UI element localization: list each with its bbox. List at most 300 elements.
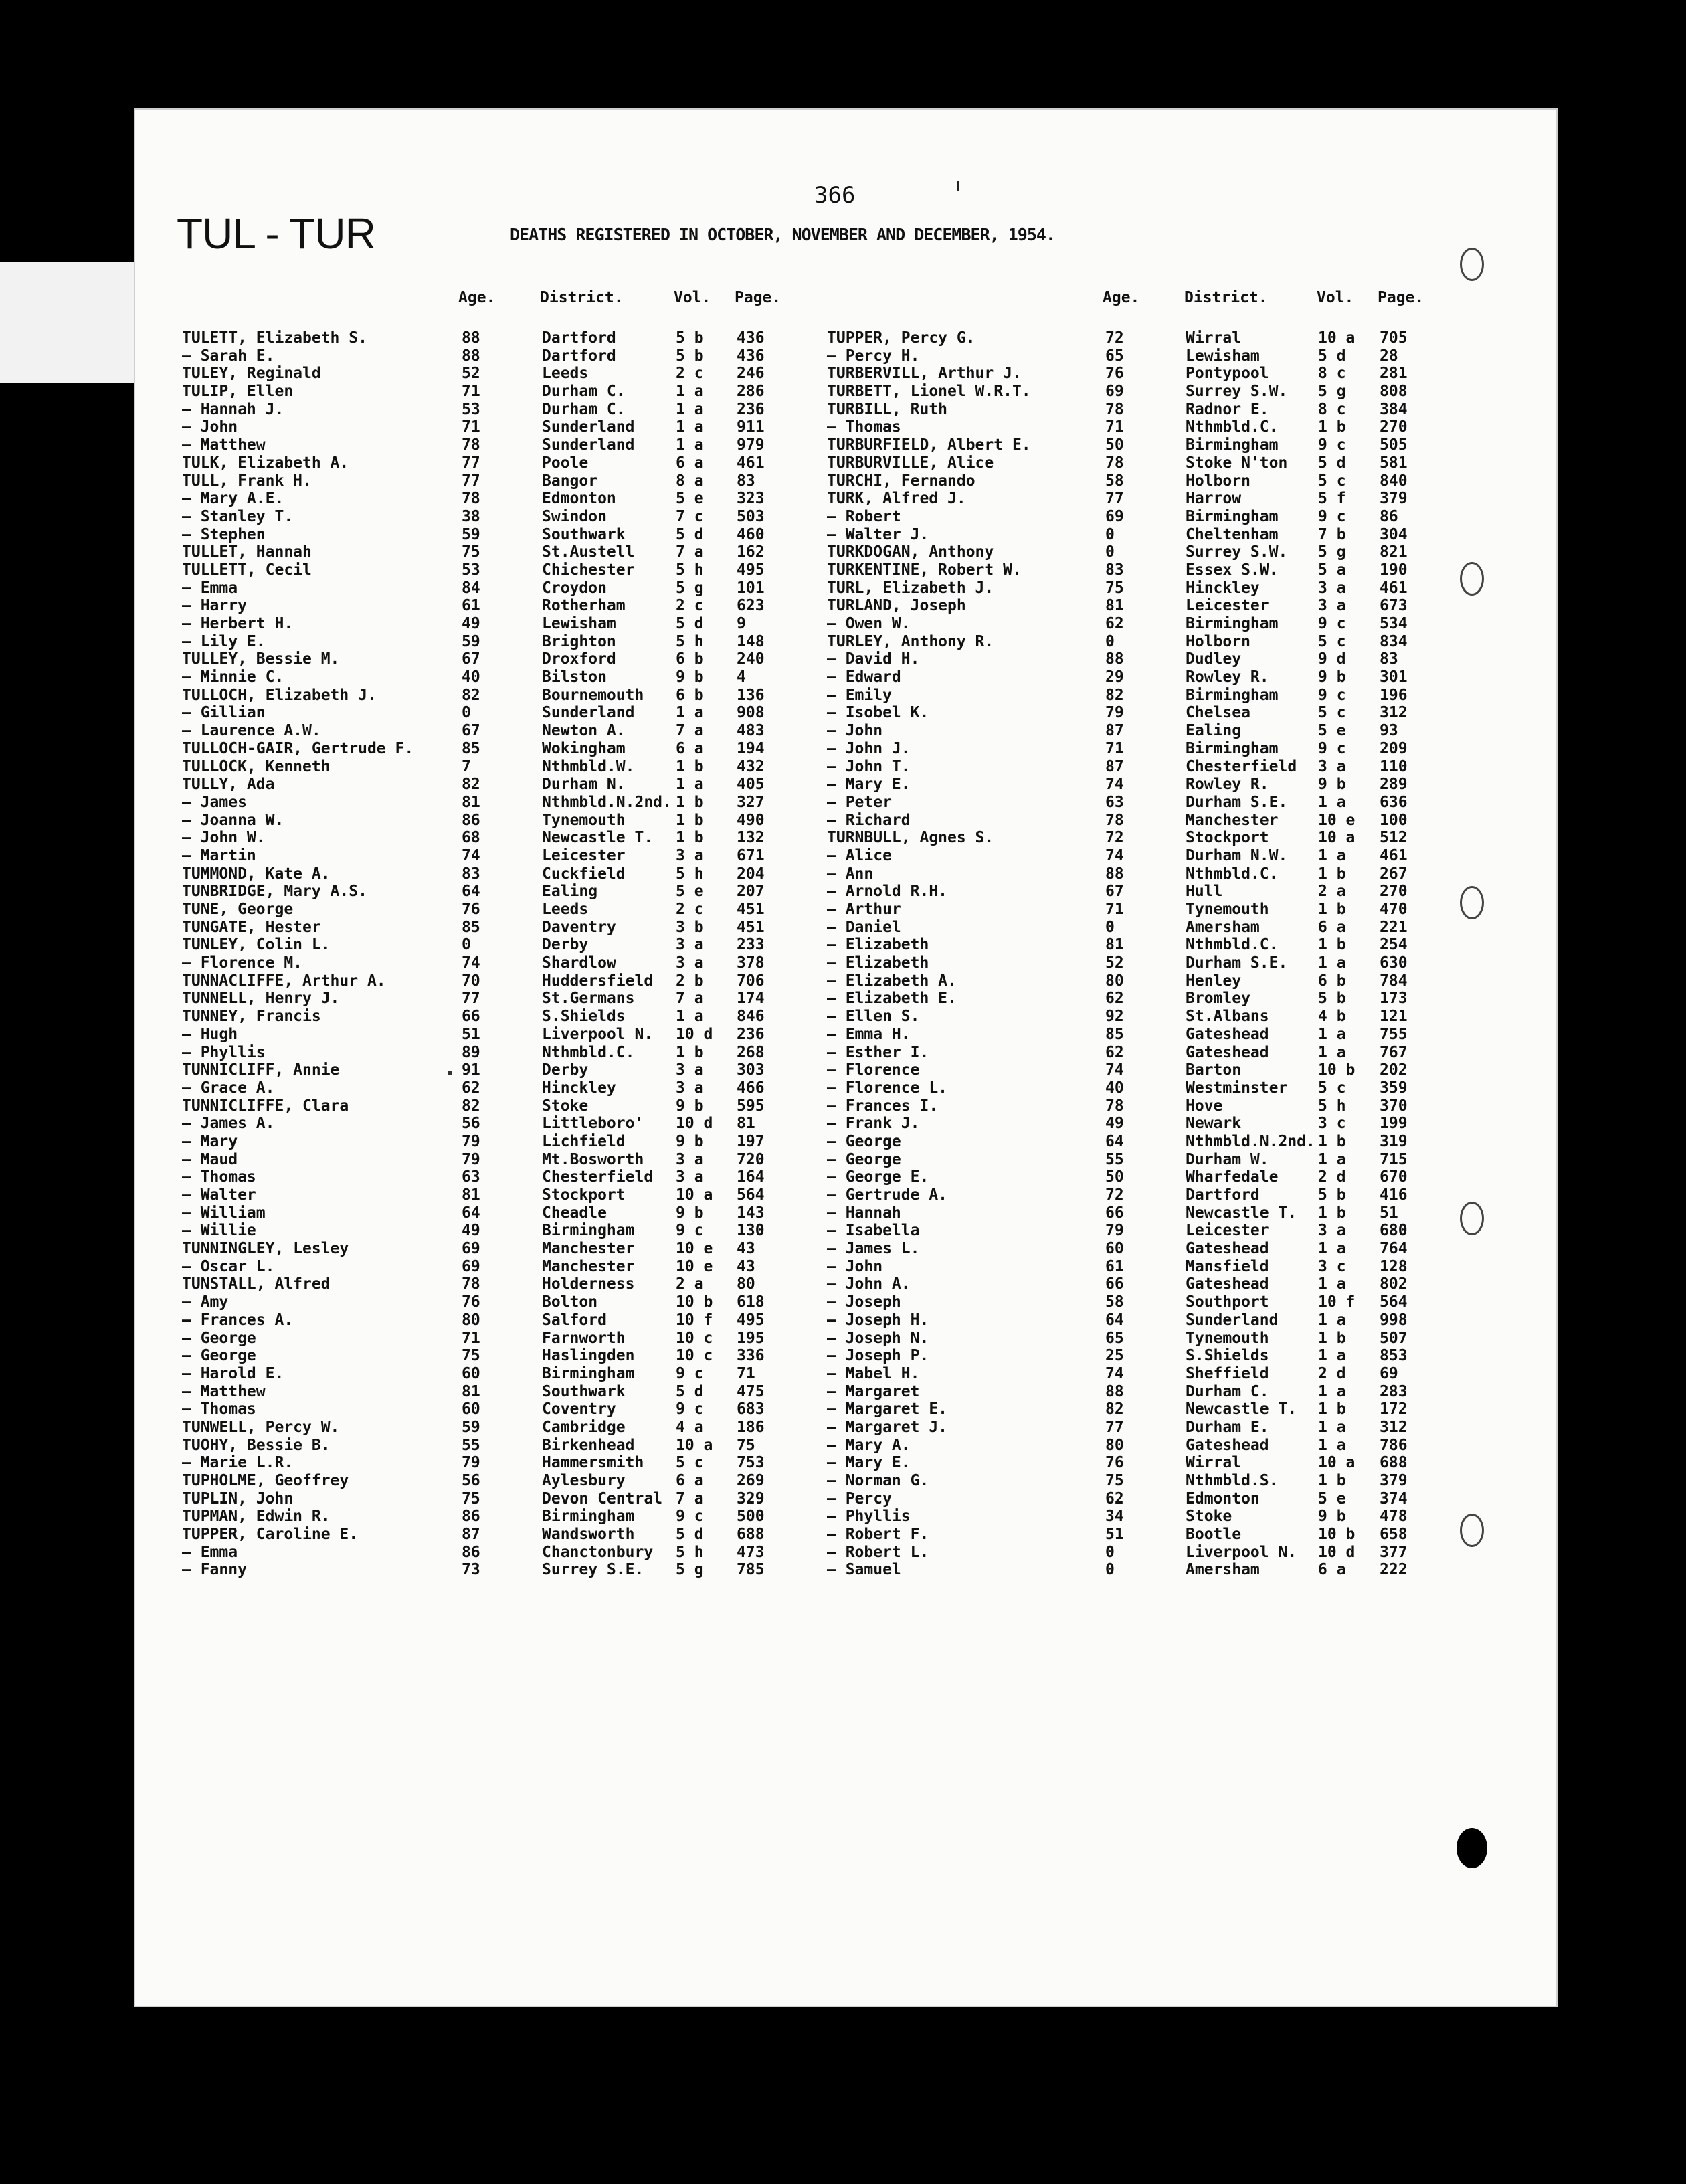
entry-district: Cheadle (542, 1204, 607, 1222)
table-row (135, 579, 1556, 598)
entry-district: Nthmbld.C. (1186, 418, 1279, 436)
entry-age: 80 (462, 1311, 480, 1329)
entry-vol: 1 b (1318, 1329, 1346, 1347)
entry-district: Durham N.W. (1186, 846, 1288, 864)
entry-name: TUPMAN, Edwin R. (182, 1508, 331, 1526)
table-row (135, 847, 1556, 865)
entry-name: TUMMOND, Kate A. (182, 864, 331, 883)
table-row (135, 1133, 1556, 1151)
entry-vol: 6 b (676, 650, 704, 668)
entry-age: 74 (1105, 776, 1124, 794)
entry-age: 59 (462, 525, 480, 543)
entry-district: Stockport (1186, 829, 1269, 847)
entry-name: — James A. (182, 1115, 275, 1133)
entry-page: 683 (737, 1400, 765, 1419)
entry-page: 246 (737, 365, 765, 383)
entry-name: — Emma (182, 579, 238, 597)
entry-district: Amersham (1186, 918, 1260, 936)
entry-page: 199 (1380, 1115, 1408, 1133)
entry-age: 75 (462, 543, 480, 561)
entry-age: 79 (1105, 1222, 1124, 1240)
entry-page: 478 (1380, 1508, 1408, 1526)
entry-district: Huddersfield (542, 972, 654, 990)
entry-age: 85 (462, 739, 480, 757)
entry-name: — Florence L. (827, 1079, 948, 1097)
scanner-edge-strip (0, 262, 134, 383)
entry-name: TURKENTINE, Robert W. (827, 561, 1022, 579)
entry-vol: 6 b (1318, 972, 1346, 990)
entry-name: TUNSTALL, Alfred (182, 1275, 331, 1293)
entry-page: 786 (1380, 1436, 1408, 1454)
entry-age: 55 (462, 1436, 480, 1454)
entry-vol: 1 a (1318, 1311, 1346, 1329)
table-row (135, 650, 1556, 668)
entry-page: 658 (1380, 1526, 1408, 1544)
entry-name: TULLOCK, Kenneth (182, 757, 331, 776)
entry-page: 269 (737, 1472, 765, 1489)
entry-district: St.Albans (1186, 1008, 1269, 1026)
entry-district: Nthmbld.C. (1186, 936, 1279, 954)
entry-page: 473 (737, 1543, 765, 1561)
entry-age: 0 (1105, 632, 1115, 650)
entry-page: 564 (1380, 1293, 1408, 1311)
entry-district: Tynemouth (1186, 901, 1269, 918)
table-row (135, 508, 1556, 526)
entry-vol: 5 a (1318, 561, 1346, 579)
entry-name: TUNBRIDGE, Mary A.S. (182, 883, 367, 901)
entry-age: 65 (1105, 347, 1124, 365)
entry-district: Durham E. (1186, 1418, 1269, 1436)
entry-page: 190 (1380, 561, 1408, 579)
entry-age: 72 (1105, 329, 1124, 347)
table-row (135, 1311, 1556, 1330)
entry-name: — Walter J. (827, 525, 929, 543)
entry-district: Liverpool N. (542, 1025, 654, 1043)
entry-vol: 9 c (1318, 507, 1346, 525)
entry-district: Newcastle T. (1186, 1204, 1297, 1222)
entry-name: — John (182, 418, 238, 436)
entry-district: Stockport (542, 1186, 626, 1204)
entry-name: — Marie L.R. (182, 1454, 294, 1472)
entry-page: 466 (737, 1079, 765, 1097)
entry-page: 755 (1380, 1025, 1408, 1043)
table-row (135, 704, 1556, 722)
entry-page: 93 (1380, 722, 1398, 740)
entry-vol: 2 c (676, 365, 704, 383)
entry-district: Sunderland (542, 704, 635, 722)
entry-name: — Gertrude A. (827, 1186, 948, 1204)
table-row (135, 1186, 1556, 1204)
entry-page: 840 (1380, 472, 1408, 490)
entry-district: Rowley R. (1186, 776, 1269, 794)
entry-age: 61 (1105, 1257, 1124, 1275)
entry-district: Birmingham (1186, 739, 1279, 757)
entry-page: 83 (1380, 650, 1398, 668)
entry-age: 81 (1105, 597, 1124, 615)
entry-district: Manchester (1186, 811, 1279, 829)
entry-page: 323 (737, 490, 765, 508)
entry-page: 720 (737, 1150, 765, 1168)
table-row (135, 687, 1556, 705)
entry-age: 60 (462, 1400, 480, 1419)
entry-age: 78 (1105, 811, 1124, 829)
entry-page: 270 (1380, 883, 1408, 901)
entry-page: 283 (1380, 1382, 1408, 1400)
entry-page: 196 (1380, 686, 1408, 704)
entry-age: 85 (462, 918, 480, 936)
right-district-header: District. (1184, 289, 1268, 306)
entry-vol: 7 a (676, 722, 704, 740)
entry-age: 49 (462, 1222, 480, 1240)
entry-age: 40 (462, 668, 480, 687)
entry-name: TUNLEY, Colin L. (182, 936, 331, 954)
left-vol-header: Vol. (674, 289, 711, 306)
index-range-header: TUL - TUR (177, 209, 375, 258)
entry-district: Littleboro' (542, 1115, 644, 1133)
entry-name: — George (182, 1329, 256, 1347)
entry-age: 29 (1105, 668, 1124, 687)
entry-page: 784 (1380, 972, 1408, 990)
entry-name: TUNGATE, Hester (182, 918, 321, 936)
entry-age: 67 (462, 722, 480, 740)
entry-page: 378 (737, 954, 765, 972)
entry-age: 67 (462, 650, 480, 668)
table-row (135, 383, 1556, 401)
entry-district: Hove (1186, 1097, 1223, 1115)
entry-name: — Mary E. (827, 776, 911, 794)
entry-page: 222 (1380, 1561, 1408, 1579)
entry-page: 240 (737, 650, 765, 668)
entry-district: Sheffield (1186, 1364, 1269, 1382)
entry-page: 51 (1380, 1204, 1398, 1222)
entry-page: 460 (737, 525, 765, 543)
table-row (135, 865, 1556, 883)
table-row (135, 1258, 1556, 1276)
entry-age: 40 (1105, 1079, 1124, 1097)
entry-name: — George (182, 1347, 256, 1365)
page-number: 366 (814, 182, 856, 209)
entry-name: TULLETT, Cecil (182, 561, 312, 579)
entry-page: 195 (737, 1329, 765, 1347)
entry-age: 79 (462, 1132, 480, 1150)
entry-page: 286 (737, 383, 765, 401)
page-heading: DEATHS REGISTERED IN OCTOBER, NOVEMBER AND DECEMBER, 1954. (510, 225, 1055, 244)
mark-tick (957, 181, 959, 191)
left-age-header: Age. (458, 289, 496, 306)
entry-district: Hinckley (542, 1079, 616, 1097)
entry-name: — Mary A. (827, 1436, 911, 1454)
table-row (135, 1061, 1556, 1079)
entry-vol: 5 c (1318, 472, 1346, 490)
entries-table (135, 329, 1556, 1579)
table-row (135, 1204, 1556, 1222)
entry-vol: 5 d (676, 1526, 704, 1544)
entry-age: 76 (462, 1293, 480, 1311)
entry-page: 329 (737, 1489, 765, 1508)
entry-name: — Phyllis (182, 1043, 266, 1061)
entry-age: 25 (1105, 1347, 1124, 1365)
table-row (135, 776, 1556, 794)
left-district-header: District. (540, 289, 624, 306)
entry-name: — Hannah J. (182, 400, 284, 418)
entry-age: 69 (1105, 383, 1124, 401)
entry-vol: 1 b (1318, 418, 1346, 436)
table-row (135, 1293, 1556, 1311)
entry-name: TUPLIN, John (182, 1489, 294, 1508)
entry-name: — Edward (827, 668, 901, 687)
entry-name: — Lily E. (182, 632, 266, 650)
table-row (135, 919, 1556, 937)
entry-page: 270 (1380, 418, 1408, 436)
entry-age: 34 (1105, 1508, 1124, 1526)
entry-name: — Elizabeth (827, 954, 929, 972)
entry-district: Sunderland (1186, 1311, 1279, 1329)
entry-name: — Mabel H. (827, 1364, 920, 1382)
entry-page: 846 (737, 1008, 765, 1026)
entry-district: S.Shields (542, 1008, 626, 1026)
entry-district: Holborn (1186, 632, 1250, 650)
entry-district: Southport (1186, 1293, 1269, 1311)
entry-district: Birmingham (1186, 436, 1279, 454)
entry-page: 630 (1380, 954, 1408, 972)
table-row (135, 954, 1556, 972)
entry-district: Droxford (542, 650, 616, 668)
entry-vol: 9 c (676, 1222, 704, 1240)
entry-age: 86 (462, 811, 480, 829)
entry-age: 72 (1105, 829, 1124, 847)
entry-name: — George (827, 1150, 901, 1168)
entry-district: Henley (1186, 972, 1242, 990)
entry-vol: 1 b (676, 1043, 704, 1061)
entry-vol: 5 c (1318, 1079, 1346, 1097)
table-row (135, 1472, 1556, 1490)
entry-age: 71 (1105, 901, 1124, 918)
entry-page: 706 (737, 972, 765, 990)
entry-district: Surrey S.W. (1186, 383, 1288, 401)
entry-vol: 2 c (676, 597, 704, 615)
entry-age: 69 (462, 1257, 480, 1275)
entry-name: — Phyllis (827, 1508, 911, 1526)
entry-page: 162 (737, 543, 765, 561)
entry-page: 595 (737, 1097, 765, 1115)
entry-page: 136 (737, 686, 765, 704)
entry-district: Chesterfield (1186, 757, 1297, 776)
entry-page: 304 (1380, 525, 1408, 543)
entry-district: Rowley R. (1186, 668, 1269, 687)
entry-district: Wharfedale (1186, 1168, 1279, 1186)
entry-page: 785 (737, 1561, 765, 1579)
entry-vol: 5 e (1318, 722, 1346, 740)
entry-age: 50 (1105, 436, 1124, 454)
entry-name: — Hugh (182, 1025, 238, 1043)
entry-vol: 5 f (1318, 490, 1346, 508)
entry-district: Wokingham (542, 739, 626, 757)
entry-age: 75 (1105, 1472, 1124, 1489)
entry-page: 618 (737, 1293, 765, 1311)
entry-age: 85 (1105, 1025, 1124, 1043)
entry-vol: 5 g (1318, 543, 1346, 561)
entry-district: Ealing (542, 883, 598, 901)
table-row (135, 1419, 1556, 1437)
entry-name: TUOHY, Bessie B. (182, 1436, 331, 1454)
entry-district: Durham C. (542, 383, 626, 401)
entry-page: 451 (737, 901, 765, 918)
entry-district: Croydon (542, 579, 607, 597)
entry-name: — Mary E. (827, 1454, 911, 1472)
entry-vol: 1 a (676, 418, 704, 436)
entry-vol: 4 a (676, 1418, 704, 1436)
entry-name: TULLOCH-GAIR, Gertrude F. (182, 739, 414, 757)
entry-district: Durham S.E. (1186, 793, 1288, 811)
entry-district: Edmonton (1186, 1489, 1260, 1508)
entry-name: — Ellen S. (827, 1008, 920, 1026)
table-row (135, 1383, 1556, 1401)
entry-vol: 9 b (676, 1132, 704, 1150)
entry-name: TULLET, Hannah (182, 543, 312, 561)
entry-vol: 10 c (676, 1329, 713, 1347)
entry-name: TUNNACLIFFE, Arthur A. (182, 972, 386, 990)
entry-vol: 1 b (1318, 1400, 1346, 1419)
entry-vol: 10 a (1318, 329, 1355, 347)
entry-vol: 5 b (676, 329, 704, 347)
entry-vol: 5 d (1318, 347, 1346, 365)
table-row (135, 758, 1556, 776)
entry-age: 86 (462, 1543, 480, 1561)
entry-page: 808 (1380, 383, 1408, 401)
entry-vol: 1 a (676, 776, 704, 794)
entry-district: Newton A. (542, 722, 626, 740)
entry-district: Durham N. (542, 776, 626, 794)
entry-page: 81 (737, 1115, 755, 1133)
entry-vol: 1 a (1318, 1025, 1346, 1043)
entry-vol: 4 b (1318, 1008, 1346, 1026)
entry-vol: 3 c (1318, 1115, 1346, 1133)
entry-age: 87 (462, 1526, 480, 1544)
entry-age: 72 (1105, 1186, 1124, 1204)
entry-page: 436 (737, 329, 765, 347)
entry-district: Gateshead (1186, 1240, 1269, 1258)
punch-hole (1460, 562, 1484, 596)
entry-vol: 10 d (676, 1115, 713, 1133)
entry-district: Shardlow (542, 954, 616, 972)
entry-age: 81 (462, 1186, 480, 1204)
entry-district: Harrow (1186, 490, 1242, 508)
entry-vol: 3 a (1318, 1222, 1346, 1240)
entry-age: 88 (1105, 1382, 1124, 1400)
entry-vol: 2 d (1318, 1364, 1346, 1382)
entry-page: 461 (737, 454, 765, 472)
entry-district: Stoke N'ton (1186, 454, 1288, 472)
entry-page: 490 (737, 811, 765, 829)
entry-age: 58 (1105, 472, 1124, 490)
entry-page: 374 (1380, 1489, 1408, 1508)
entry-district: Birmingham (542, 1508, 635, 1526)
table-row (135, 454, 1556, 472)
entry-district: Durham C. (542, 400, 626, 418)
entry-vol: 10 a (676, 1436, 713, 1454)
entry-age: 73 (462, 1561, 480, 1579)
entry-name: TURK, Alfred J. (827, 490, 966, 508)
entry-name: — Stanley T. (182, 507, 294, 525)
entry-district: Poole (542, 454, 589, 472)
entry-age: 91 (462, 1061, 480, 1079)
entry-district: Amersham (1186, 1561, 1260, 1579)
entry-district: Chichester (542, 561, 635, 579)
entry-vol: 2 a (676, 1275, 704, 1293)
entry-age: 53 (462, 400, 480, 418)
entry-page: 821 (1380, 543, 1408, 561)
entry-vol: 8 a (676, 472, 704, 490)
entry-vol: 8 c (1318, 400, 1346, 418)
entry-district: Radnor E. (1186, 400, 1269, 418)
entry-name: — Florence M. (182, 954, 303, 972)
table-row (135, 633, 1556, 651)
entry-name: — Percy (827, 1489, 892, 1508)
entry-age: 78 (462, 1275, 480, 1293)
table-row (135, 972, 1556, 990)
entry-page: 236 (737, 400, 765, 418)
entry-district: Cheltenham (1186, 525, 1279, 543)
entry-district: Birmingham (542, 1364, 635, 1382)
table-row (135, 1240, 1556, 1258)
entry-page: 436 (737, 347, 765, 365)
entry-age: 75 (462, 1489, 480, 1508)
entry-age: 53 (462, 561, 480, 579)
table-row (135, 329, 1556, 347)
entry-vol: 9 b (676, 1204, 704, 1222)
entry-name: — Margaret (827, 1382, 920, 1400)
entry-name: TULETT, Elizabeth S. (182, 329, 367, 347)
entry-vol: 1 a (676, 704, 704, 722)
table-row (135, 1168, 1556, 1186)
entry-district: Leicester (1186, 597, 1269, 615)
entry-district: Ealing (1186, 722, 1242, 740)
table-row (135, 490, 1556, 508)
entry-page: 764 (1380, 1240, 1408, 1258)
entry-name: — George E. (827, 1168, 929, 1186)
entry-name: — Laurence A.W. (182, 722, 321, 740)
entry-name: — Joseph H. (827, 1311, 929, 1329)
entry-district: Sunderland (542, 418, 635, 436)
entry-name: — Grace A. (182, 1079, 275, 1097)
entry-vol: 9 d (1318, 650, 1346, 668)
entry-age: 0 (1105, 1543, 1115, 1561)
table-row (135, 794, 1556, 812)
entry-name: TURBERVILL, Arthur J. (827, 365, 1022, 383)
entry-name: — Frank J. (827, 1115, 920, 1133)
entry-name: — Walter (182, 1186, 256, 1204)
entry-district: Hinckley (1186, 579, 1260, 597)
entry-district: S.Shields (1186, 1347, 1269, 1365)
entry-vol: 1 b (676, 793, 704, 811)
entry-page: 132 (737, 829, 765, 847)
entry-page: 512 (1380, 829, 1408, 847)
punch-hole (1460, 1202, 1484, 1235)
entry-vol: 1 a (1318, 1043, 1346, 1061)
entry-name: — Matthew (182, 436, 266, 454)
entry-age: 69 (462, 1240, 480, 1258)
entry-page: 186 (737, 1418, 765, 1436)
entry-vol: 1 a (1318, 1382, 1346, 1400)
entry-name: — Hannah (827, 1204, 901, 1222)
right-vol-header: Vol. (1317, 289, 1354, 306)
entry-name: — Sarah E. (182, 347, 275, 365)
entry-age: 77 (1105, 490, 1124, 508)
entry-district: Devon Central (542, 1489, 663, 1508)
entry-page: 998 (1380, 1311, 1408, 1329)
entry-district: Haslingden (542, 1347, 635, 1365)
entry-name: — Emma H. (827, 1025, 911, 1043)
